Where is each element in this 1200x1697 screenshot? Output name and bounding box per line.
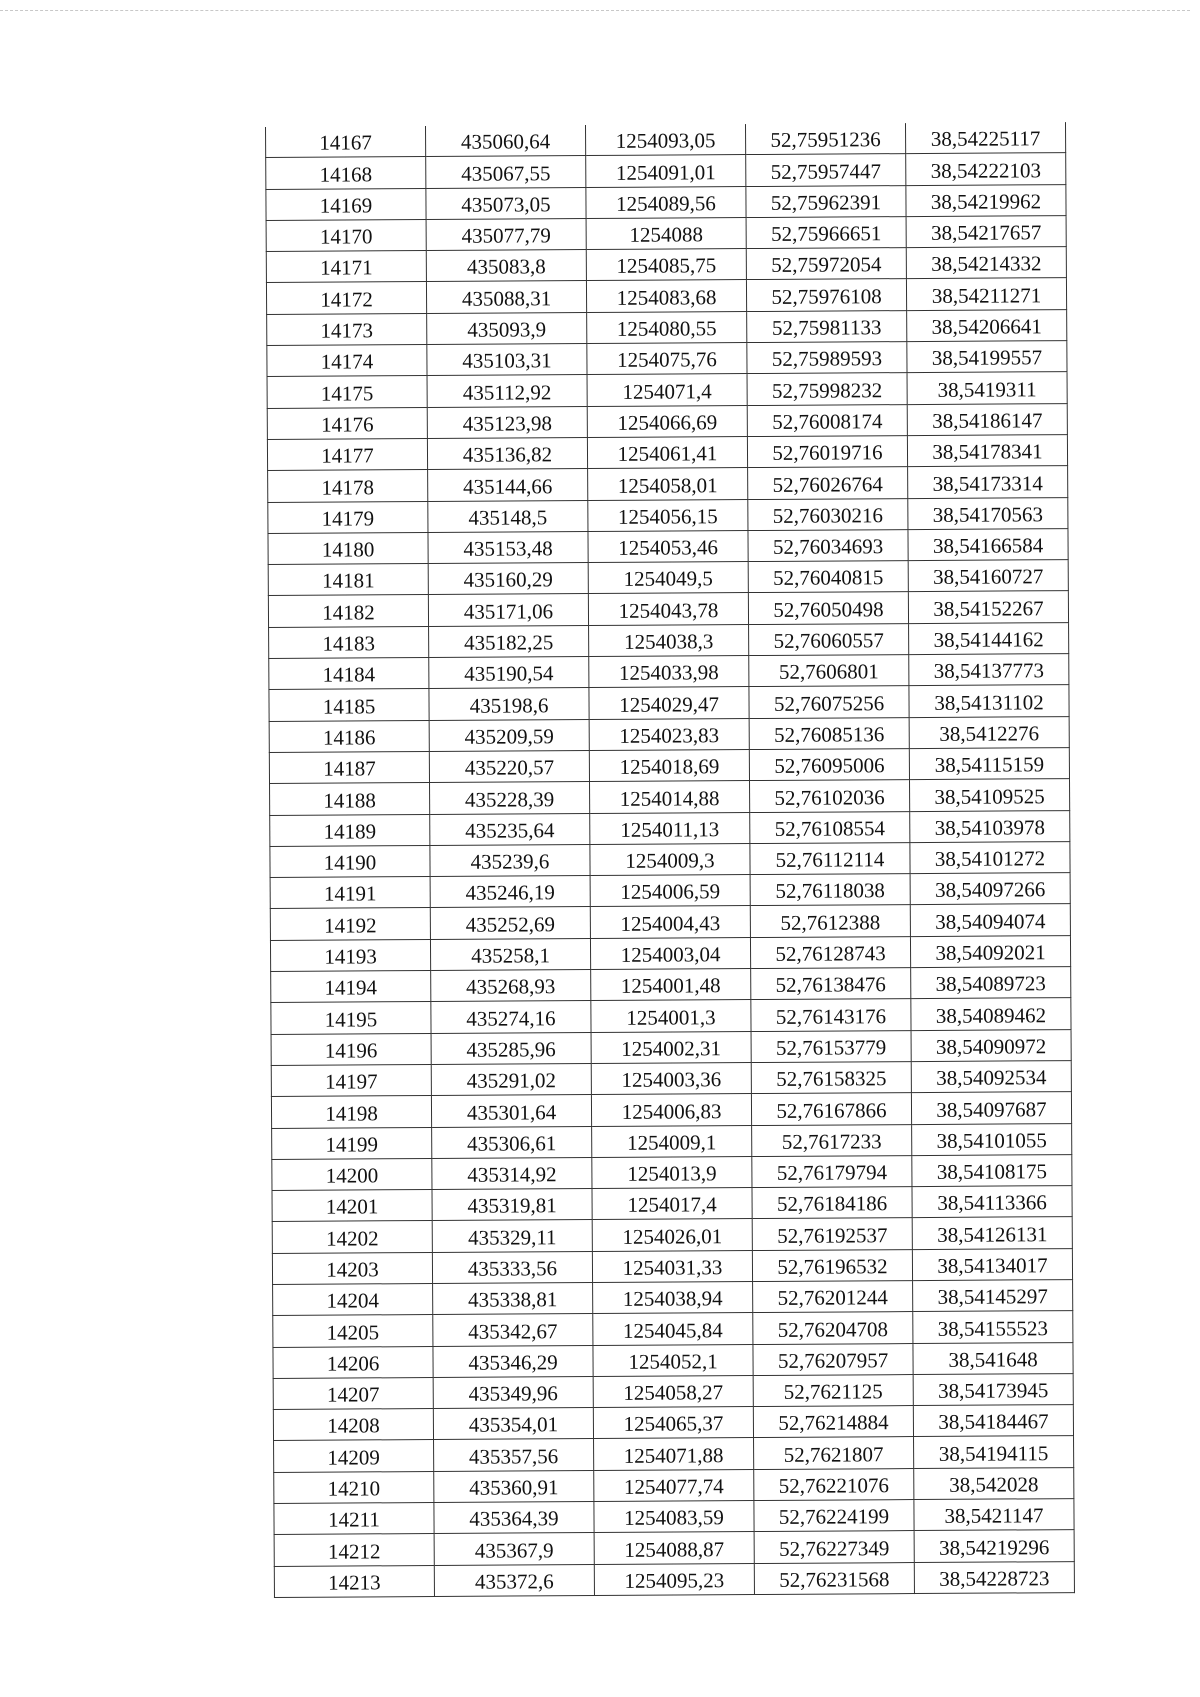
longitude-cell: 38,54178341 <box>907 435 1067 467</box>
latitude-cell: 52,76060557 <box>749 623 909 655</box>
point-number-cell: 14174 <box>267 345 427 377</box>
y-coordinate-cell: 1254011,13 <box>590 812 750 844</box>
longitude-cell: 38,54170563 <box>908 497 1068 529</box>
table-row <box>270 873 1070 909</box>
table-row <box>268 560 1068 596</box>
y-coordinate-cell: 1254077,74 <box>594 1469 754 1501</box>
y-coordinate-cell: 1254001,48 <box>591 969 751 1001</box>
latitude-cell: 52,76184186 <box>752 1187 912 1219</box>
latitude-cell: 52,76085136 <box>749 717 909 749</box>
longitude-cell: 38,54184467 <box>913 1405 1073 1437</box>
longitude-cell: 38,54228723 <box>914 1561 1074 1593</box>
table-row <box>274 1530 1074 1566</box>
latitude-cell: 52,76030216 <box>748 498 908 530</box>
y-coordinate-cell: 1254080,55 <box>587 311 747 343</box>
longitude-cell: 38,54097687 <box>911 1092 1071 1124</box>
table-row <box>271 998 1071 1034</box>
longitude-cell: 38,54101055 <box>912 1123 1072 1155</box>
point-number-cell: 14200 <box>272 1158 432 1190</box>
y-coordinate-cell: 1254001,3 <box>591 1000 751 1032</box>
point-number-cell: 14206 <box>273 1346 433 1378</box>
latitude-cell: 52,75989593 <box>747 342 907 374</box>
table-row <box>267 341 1067 377</box>
scan-top-edge <box>0 10 1190 11</box>
coordinate-table-container <box>265 122 1074 1598</box>
y-coordinate-cell: 1254085,75 <box>586 249 746 281</box>
y-coordinate-cell: 1254049,5 <box>588 562 748 594</box>
table-row <box>267 309 1067 345</box>
latitude-cell: 52,76153779 <box>751 1030 911 1062</box>
table-row <box>271 1060 1071 1096</box>
x-coordinate-cell: 435171,06 <box>428 594 588 626</box>
table-row <box>266 247 1066 283</box>
longitude-cell: 38,54219962 <box>906 184 1066 216</box>
table-row <box>266 215 1066 251</box>
point-number-cell: 14172 <box>266 282 426 314</box>
x-coordinate-cell: 435136,82 <box>427 438 587 470</box>
longitude-cell: 38,54222103 <box>906 153 1066 185</box>
latitude-cell: 52,75957447 <box>746 154 906 186</box>
latitude-cell: 52,76204708 <box>753 1312 913 1344</box>
x-coordinate-cell: 435246,19 <box>430 876 590 908</box>
point-number-cell: 14205 <box>273 1315 433 1347</box>
latitude-cell: 52,7617233 <box>752 1124 912 1156</box>
y-coordinate-cell: 1254083,68 <box>586 280 746 312</box>
x-coordinate-cell: 435301,64 <box>431 1095 591 1127</box>
table-row <box>272 1154 1072 1190</box>
point-number-cell: 14194 <box>271 971 431 1003</box>
table-row <box>267 372 1067 408</box>
table-row <box>270 904 1070 940</box>
latitude-cell: 52,7621807 <box>754 1437 914 1469</box>
longitude-cell: 38,54089462 <box>911 998 1071 1030</box>
point-number-cell: 14177 <box>267 438 427 470</box>
point-number-cell: 14212 <box>274 1534 434 1566</box>
table-row <box>269 716 1069 752</box>
latitude-cell: 52,76108554 <box>750 811 910 843</box>
point-number-cell: 14204 <box>273 1283 433 1315</box>
latitude-cell: 52,76050498 <box>748 592 908 624</box>
x-coordinate-cell: 435258,1 <box>430 938 590 970</box>
point-number-cell: 14168 <box>266 157 426 189</box>
longitude-cell: 38,54194115 <box>914 1436 1074 1468</box>
x-coordinate-cell: 435367,9 <box>434 1533 594 1565</box>
y-coordinate-cell: 1254061,41 <box>587 437 747 469</box>
y-coordinate-cell: 1254033,98 <box>589 656 749 688</box>
point-number-cell: 14201 <box>272 1190 432 1222</box>
latitude-cell: 52,76118038 <box>750 874 910 906</box>
longitude-cell: 38,54160727 <box>908 560 1068 592</box>
latitude-cell: 52,75998232 <box>747 373 907 405</box>
latitude-cell: 52,76214884 <box>753 1406 913 1438</box>
longitude-cell: 38,54217657 <box>906 215 1066 247</box>
coordinate-table <box>265 122 1075 1598</box>
table-row <box>272 1186 1072 1222</box>
table-row <box>270 810 1070 846</box>
latitude-cell: 52,76040815 <box>748 561 908 593</box>
latitude-cell: 52,76008174 <box>747 404 907 436</box>
latitude-cell: 52,76201244 <box>753 1281 913 1313</box>
latitude-cell: 52,75962391 <box>746 185 906 217</box>
latitude-cell: 52,75972054 <box>746 248 906 280</box>
latitude-cell: 52,76026764 <box>748 467 908 499</box>
y-coordinate-cell: 1254009,1 <box>592 1125 752 1157</box>
point-number-cell: 14190 <box>270 845 430 877</box>
y-coordinate-cell: 1254071,4 <box>587 374 747 406</box>
y-coordinate-cell: 1254031,33 <box>592 1250 752 1282</box>
table-row <box>269 622 1069 658</box>
latitude-cell: 52,75951236 <box>745 123 905 155</box>
point-number-cell: 14176 <box>267 407 427 439</box>
point-number-cell: 14199 <box>272 1127 432 1159</box>
point-number-cell: 14186 <box>269 720 429 752</box>
y-coordinate-cell: 1254058,27 <box>593 1375 753 1407</box>
y-coordinate-cell: 1254013,9 <box>592 1156 752 1188</box>
table-row <box>274 1561 1074 1597</box>
x-coordinate-cell: 435235,64 <box>430 813 590 845</box>
point-number-cell: 14173 <box>267 313 427 345</box>
table-row <box>274 1436 1074 1472</box>
x-coordinate-cell: 435349,96 <box>433 1376 593 1408</box>
x-coordinate-cell: 435285,96 <box>431 1032 591 1064</box>
longitude-cell: 38,5412276 <box>909 716 1069 748</box>
x-coordinate-cell: 435372,6 <box>434 1564 594 1596</box>
y-coordinate-cell: 1254002,31 <box>591 1031 751 1063</box>
y-coordinate-cell: 1254038,3 <box>589 624 749 656</box>
point-number-cell: 14195 <box>271 1002 431 1034</box>
longitude-cell: 38,54109525 <box>909 779 1069 811</box>
y-coordinate-cell: 1254003,04 <box>590 937 750 969</box>
point-number-cell: 14171 <box>266 251 426 283</box>
longitude-cell: 38,54199557 <box>907 341 1067 373</box>
point-number-cell: 14179 <box>268 501 428 533</box>
latitude-cell: 52,7606801 <box>749 655 909 687</box>
longitude-cell: 38,54206641 <box>907 309 1067 341</box>
longitude-cell: 38,54134017 <box>912 1248 1072 1280</box>
table-row <box>267 403 1067 439</box>
x-coordinate-cell: 435364,39 <box>434 1502 594 1534</box>
y-coordinate-cell: 1254014,88 <box>590 781 750 813</box>
table-row <box>274 1499 1074 1535</box>
x-coordinate-cell: 435342,67 <box>433 1314 593 1346</box>
table-row <box>266 184 1066 220</box>
x-coordinate-cell: 435153,48 <box>428 531 588 563</box>
point-number-cell: 14189 <box>270 814 430 846</box>
x-coordinate-cell: 435319,81 <box>432 1189 592 1221</box>
latitude-cell: 52,76224199 <box>754 1500 914 1532</box>
y-coordinate-cell: 1254093,05 <box>585 124 745 156</box>
y-coordinate-cell: 1254026,01 <box>592 1219 752 1251</box>
y-coordinate-cell: 1254017,4 <box>592 1188 752 1220</box>
x-coordinate-cell: 435123,98 <box>427 406 587 438</box>
y-coordinate-cell: 1254052,1 <box>593 1344 753 1376</box>
point-number-cell: 14203 <box>272 1252 432 1284</box>
table-row <box>271 1092 1071 1128</box>
point-number-cell: 14193 <box>270 939 430 971</box>
latitude-cell: 52,76112114 <box>750 842 910 874</box>
x-coordinate-cell: 435354,01 <box>433 1408 593 1440</box>
longitude-cell: 38,54090972 <box>911 1029 1071 1061</box>
longitude-cell: 38,54137773 <box>909 654 1069 686</box>
y-coordinate-cell: 1254058,01 <box>588 468 748 500</box>
point-number-cell: 14183 <box>269 626 429 658</box>
table-row <box>268 591 1068 627</box>
y-coordinate-cell: 1254071,88 <box>594 1438 754 1470</box>
y-coordinate-cell: 1254003,36 <box>591 1062 751 1094</box>
x-coordinate-cell: 435306,61 <box>432 1126 592 1158</box>
x-coordinate-cell: 435291,02 <box>431 1063 591 1095</box>
table-row <box>271 1029 1071 1065</box>
table-row <box>273 1311 1073 1347</box>
point-number-cell: 14185 <box>269 689 429 721</box>
table-row <box>273 1405 1073 1441</box>
latitude-cell: 52,76231568 <box>754 1562 914 1594</box>
latitude-cell: 52,76138476 <box>751 968 911 1000</box>
y-coordinate-cell: 1254053,46 <box>588 530 748 562</box>
x-coordinate-cell: 435144,66 <box>428 469 588 501</box>
longitude-cell: 38,54211271 <box>906 278 1066 310</box>
longitude-cell: 38,54131102 <box>909 685 1069 717</box>
table-row <box>272 1217 1072 1253</box>
latitude-cell: 52,76128743 <box>750 936 910 968</box>
table-row <box>270 841 1070 877</box>
x-coordinate-cell: 435198,6 <box>429 688 589 720</box>
table-row <box>273 1373 1073 1409</box>
table-row <box>269 748 1069 784</box>
table-row <box>269 685 1069 721</box>
latitude-cell: 52,75976108 <box>746 279 906 311</box>
x-coordinate-cell: 435268,93 <box>431 970 591 1002</box>
point-number-cell: 14196 <box>271 1033 431 1065</box>
point-number-cell: 14184 <box>269 658 429 690</box>
x-coordinate-cell: 435228,39 <box>430 782 590 814</box>
longitude-cell: 38,54152267 <box>908 591 1068 623</box>
y-coordinate-cell: 1254088,87 <box>594 1532 754 1564</box>
table-row <box>268 497 1068 533</box>
longitude-cell: 38,54145297 <box>913 1280 1073 1312</box>
longitude-cell: 38,54115159 <box>909 748 1069 780</box>
point-number-cell: 14180 <box>268 532 428 564</box>
y-coordinate-cell: 1254083,59 <box>594 1501 754 1533</box>
latitude-cell: 52,76221076 <box>754 1468 914 1500</box>
point-number-cell: 14169 <box>266 188 426 220</box>
point-number-cell: 14213 <box>274 1565 434 1597</box>
point-number-cell: 14197 <box>271 1064 431 1096</box>
y-coordinate-cell: 1254004,43 <box>590 906 750 938</box>
x-coordinate-cell: 435314,92 <box>432 1157 592 1189</box>
point-number-cell: 14188 <box>270 783 430 815</box>
longitude-cell: 38,54094074 <box>910 904 1070 936</box>
table-row <box>270 779 1070 815</box>
latitude-cell: 52,76034693 <box>748 529 908 561</box>
longitude-cell: 38,54126131 <box>912 1217 1072 1249</box>
point-number-cell: 14182 <box>268 595 428 627</box>
latitude-cell: 52,7612388 <box>750 905 910 937</box>
longitude-cell: 38,54155523 <box>913 1311 1073 1343</box>
table-row <box>272 1123 1072 1159</box>
table-row <box>270 935 1070 971</box>
x-coordinate-cell: 435112,92 <box>427 375 587 407</box>
table-row <box>271 967 1071 1003</box>
y-coordinate-cell: 1254038,94 <box>593 1282 753 1314</box>
x-coordinate-cell: 435073,05 <box>426 187 586 219</box>
y-coordinate-cell: 1254045,84 <box>593 1313 753 1345</box>
x-coordinate-cell: 435338,81 <box>433 1283 593 1315</box>
latitude-cell: 52,75981133 <box>747 310 907 342</box>
point-number-cell: 14170 <box>266 219 426 251</box>
latitude-cell: 52,76143176 <box>751 999 911 1031</box>
longitude-cell: 38,5421147 <box>914 1499 1074 1531</box>
coordinate-table-body <box>266 122 1075 1597</box>
x-coordinate-cell: 435077,79 <box>426 218 586 250</box>
latitude-cell: 52,76102036 <box>750 780 910 812</box>
y-coordinate-cell: 1254009,3 <box>590 843 750 875</box>
x-coordinate-cell: 435220,57 <box>429 750 589 782</box>
y-coordinate-cell: 1254075,76 <box>587 343 747 375</box>
table-row <box>266 122 1066 158</box>
latitude-cell: 52,75966651 <box>746 216 906 248</box>
table-row <box>266 278 1066 314</box>
table-row <box>272 1248 1072 1284</box>
point-number-cell: 14187 <box>269 751 429 783</box>
point-number-cell: 14191 <box>270 877 430 909</box>
latitude-cell: 52,76207957 <box>753 1343 913 1375</box>
point-number-cell: 14181 <box>268 564 428 596</box>
longitude-cell: 38,54089723 <box>911 967 1071 999</box>
point-number-cell: 14209 <box>274 1440 434 1472</box>
latitude-cell: 52,76158325 <box>751 1061 911 1093</box>
longitude-cell: 38,54101272 <box>910 841 1070 873</box>
longitude-cell: 38,54166584 <box>908 528 1068 560</box>
table-row <box>266 153 1066 189</box>
x-coordinate-cell: 435346,29 <box>433 1345 593 1377</box>
y-coordinate-cell: 1254023,83 <box>589 718 749 750</box>
x-coordinate-cell: 435209,59 <box>429 719 589 751</box>
point-number-cell: 14202 <box>272 1221 432 1253</box>
latitude-cell: 52,76095006 <box>749 749 909 781</box>
x-coordinate-cell: 435060,64 <box>425 125 585 157</box>
longitude-cell: 38,54092534 <box>911 1060 1071 1092</box>
longitude-cell: 38,54113366 <box>912 1186 1072 1218</box>
table-row <box>274 1467 1074 1503</box>
longitude-cell: 38,54225117 <box>905 122 1065 154</box>
longitude-cell: 38,54173945 <box>913 1373 1073 1405</box>
table-row <box>268 466 1068 502</box>
x-coordinate-cell: 435083,8 <box>426 250 586 282</box>
x-coordinate-cell: 435148,5 <box>428 500 588 532</box>
y-coordinate-cell: 1254065,37 <box>593 1407 753 1439</box>
longitude-cell: 38,54103978 <box>910 810 1070 842</box>
x-coordinate-cell: 435160,29 <box>428 563 588 595</box>
latitude-cell: 52,76192537 <box>752 1218 912 1250</box>
y-coordinate-cell: 1254088 <box>586 217 746 249</box>
point-number-cell: 14208 <box>273 1409 433 1441</box>
longitude-cell: 38,541648 <box>913 1342 1073 1374</box>
point-number-cell: 14175 <box>267 376 427 408</box>
latitude-cell: 52,76179794 <box>752 1155 912 1187</box>
y-coordinate-cell: 1254056,15 <box>588 499 748 531</box>
x-coordinate-cell: 435103,31 <box>427 344 587 376</box>
y-coordinate-cell: 1254091,01 <box>586 155 746 187</box>
y-coordinate-cell: 1254089,56 <box>586 186 746 218</box>
x-coordinate-cell: 435067,55 <box>426 156 586 188</box>
x-coordinate-cell: 435239,6 <box>430 844 590 876</box>
y-coordinate-cell: 1254006,83 <box>591 1094 751 1126</box>
x-coordinate-cell: 435093,9 <box>427 312 587 344</box>
y-coordinate-cell: 1254095,23 <box>594 1563 754 1595</box>
y-coordinate-cell: 1254043,78 <box>588 593 748 625</box>
longitude-cell: 38,54092021 <box>910 935 1070 967</box>
latitude-cell: 52,76019716 <box>747 436 907 468</box>
y-coordinate-cell: 1254006,59 <box>590 875 750 907</box>
longitude-cell: 38,54186147 <box>907 403 1067 435</box>
table-row <box>269 654 1069 690</box>
point-number-cell: 14198 <box>271 1096 431 1128</box>
longitude-cell: 38,54214332 <box>906 247 1066 279</box>
longitude-cell: 38,54219296 <box>914 1530 1074 1562</box>
x-coordinate-cell: 435274,16 <box>431 1001 591 1033</box>
x-coordinate-cell: 435182,25 <box>429 625 589 657</box>
table-row <box>273 1280 1073 1316</box>
x-coordinate-cell: 435333,56 <box>432 1251 592 1283</box>
y-coordinate-cell: 1254018,69 <box>589 749 749 781</box>
point-number-cell: 14210 <box>274 1471 434 1503</box>
y-coordinate-cell: 1254029,47 <box>589 687 749 719</box>
latitude-cell: 52,76075256 <box>749 686 909 718</box>
longitude-cell: 38,54144162 <box>909 622 1069 654</box>
x-coordinate-cell: 435252,69 <box>430 907 590 939</box>
latitude-cell: 52,7621125 <box>753 1374 913 1406</box>
longitude-cell: 38,542028 <box>914 1467 1074 1499</box>
table-row <box>267 435 1067 471</box>
x-coordinate-cell: 435329,11 <box>432 1220 592 1252</box>
longitude-cell: 38,5419311 <box>907 372 1067 404</box>
point-number-cell: 14192 <box>270 908 430 940</box>
longitude-cell: 38,54097266 <box>910 873 1070 905</box>
table-row <box>268 528 1068 564</box>
y-coordinate-cell: 1254066,69 <box>587 405 747 437</box>
latitude-cell: 52,76196532 <box>752 1249 912 1281</box>
x-coordinate-cell: 435190,54 <box>429 657 589 689</box>
point-number-cell: 14207 <box>273 1377 433 1409</box>
longitude-cell: 38,54173314 <box>908 466 1068 498</box>
point-number-cell: 14178 <box>268 470 428 502</box>
x-coordinate-cell: 435357,56 <box>434 1439 594 1471</box>
point-number-cell: 14167 <box>266 126 426 158</box>
longitude-cell: 38,54108175 <box>912 1154 1072 1186</box>
x-coordinate-cell: 435088,31 <box>426 281 586 313</box>
table-row <box>273 1342 1073 1378</box>
latitude-cell: 52,76227349 <box>754 1531 914 1563</box>
x-coordinate-cell: 435360,91 <box>434 1470 594 1502</box>
latitude-cell: 52,76167866 <box>751 1093 911 1125</box>
point-number-cell: 14211 <box>274 1503 434 1535</box>
